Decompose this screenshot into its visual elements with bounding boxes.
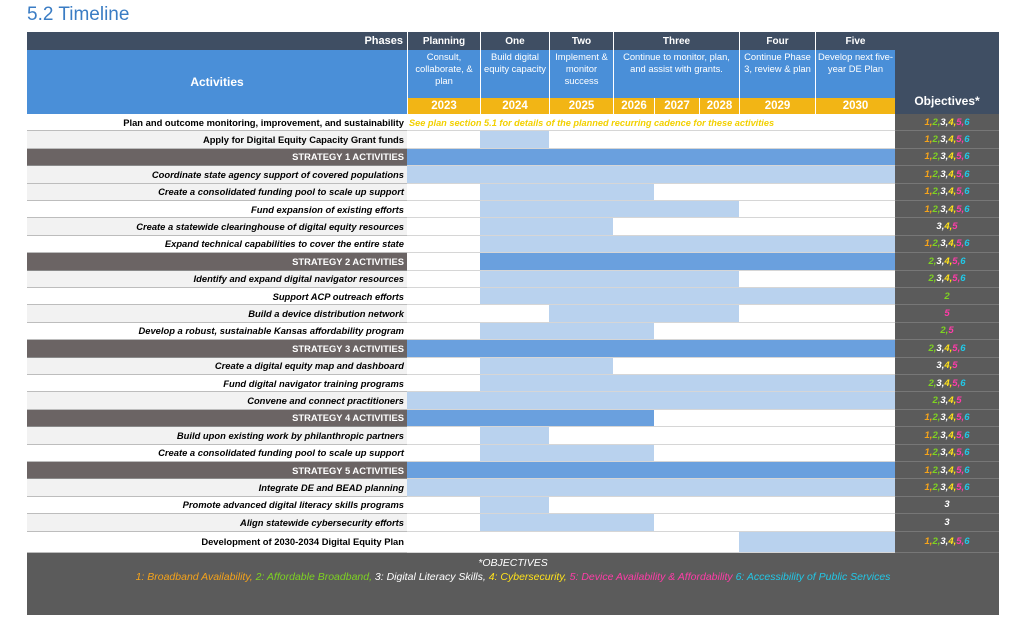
objective-number: 6 <box>960 342 966 354</box>
objective-number: 3, <box>936 273 945 285</box>
objectives-cell <box>895 166 999 183</box>
timeline-bar <box>407 479 895 495</box>
objective-number: 3, <box>936 377 945 389</box>
objective-number: 1, <box>924 168 933 180</box>
objective-number: 2, <box>932 447 941 459</box>
objectives-cell <box>895 358 999 375</box>
objective-number: 5, <box>956 203 965 215</box>
objectives-cell <box>895 445 999 462</box>
year-cell: 2023 <box>407 98 480 114</box>
objective-number: 5, <box>956 447 965 459</box>
objective-number: 2, <box>928 342 937 354</box>
objectives-cell <box>895 392 999 409</box>
objective-number: 4, <box>948 464 957 476</box>
timeline-bar <box>407 149 895 165</box>
objective-number: 2, <box>932 238 941 250</box>
legend-item: 1: Broadband Availability, <box>135 570 256 583</box>
year-cell: 2024 <box>480 98 549 114</box>
timeline-bar <box>407 340 895 356</box>
objective-number: 5, <box>956 464 965 476</box>
objective-number: 1, <box>924 536 933 548</box>
objective-number: 4, <box>944 255 953 267</box>
objective-number: 3, <box>936 221 945 233</box>
phases-header-cell: Phases <box>27 32 407 50</box>
activity-label: Promote advanced digital literacy skills programs <box>27 497 407 514</box>
objective-number: 3, <box>936 360 945 372</box>
legend-item: 4: Cybersecurity, <box>488 570 570 583</box>
activity-label: Create a consolidated funding pool to scale up support <box>27 184 407 201</box>
strategy-heading: STRATEGY 4 ACTIVITIES <box>27 410 407 427</box>
objective-number: 6 <box>964 116 970 128</box>
objective-number: 2, <box>940 325 949 337</box>
objective-number: 4, <box>944 377 953 389</box>
activity-label: Create a consolidated funding pool to scale up support <box>27 445 407 462</box>
timeline-bar <box>480 218 613 234</box>
objectives-cell <box>895 149 999 166</box>
objective-number: 3, <box>940 238 949 250</box>
objective-number: 5, <box>956 151 965 163</box>
objective-number: 6 <box>964 238 970 250</box>
objective-number: 4, <box>944 342 953 354</box>
objective-number: 6 <box>960 377 966 389</box>
objective-number: 5, <box>956 168 965 180</box>
objective-number: 5, <box>956 429 965 441</box>
objective-number: 5, <box>952 342 961 354</box>
objective-number: 3 <box>944 516 950 528</box>
legend-item: 5: Device Availability & Affordability <box>569 570 736 583</box>
objective-number: 1, <box>924 482 933 494</box>
activity-label: Fund expansion of existing efforts <box>27 201 407 218</box>
objective-number: 5, <box>956 536 965 548</box>
objective-number: 6 <box>964 482 970 494</box>
legend-item: 6: Accessibility of Public Services <box>735 570 891 583</box>
objective-number: 5 <box>952 221 958 233</box>
timeline-bar <box>480 514 654 530</box>
activity-label: Build upon existing work by philanthropic partners <box>27 427 407 444</box>
year-cell: 2027 <box>654 98 699 114</box>
timeline-bar <box>549 305 739 321</box>
objectives-cell <box>895 340 999 357</box>
objective-number: 3, <box>940 412 949 424</box>
phase-description: Implement & monitor success <box>549 50 613 98</box>
objective-number: 4, <box>948 429 957 441</box>
objective-number: 4, <box>944 221 953 233</box>
phase-name: Four <box>739 32 815 50</box>
objectives-cell <box>895 479 999 496</box>
timeline-bar <box>480 184 654 200</box>
objective-number: 3, <box>940 536 949 548</box>
objective-number: 3, <box>940 203 949 215</box>
objective-number: 3, <box>940 151 949 163</box>
objective-number: 2, <box>932 134 941 146</box>
objective-number: 4, <box>948 168 957 180</box>
objective-number: 4, <box>948 116 957 128</box>
objective-number: 1, <box>924 464 933 476</box>
timeline-bar <box>739 532 895 552</box>
phase-description: Consult, collaborate, & plan <box>407 50 480 98</box>
objective-number: 1, <box>924 116 933 128</box>
objective-number: 4, <box>948 134 957 146</box>
objective-number: 3, <box>936 342 945 354</box>
objectives-cell <box>895 462 999 479</box>
activity-label: Integrate DE and BEAD planning <box>27 479 407 496</box>
phase-name: Planning <box>407 32 480 50</box>
year-cell: 2028 <box>699 98 739 114</box>
objective-number: 2, <box>928 377 937 389</box>
objective-number: 1, <box>924 412 933 424</box>
objective-number: 6 <box>964 203 970 215</box>
objective-number: 2, <box>932 151 941 163</box>
objective-number: 2, <box>932 464 941 476</box>
objective-number: 4, <box>948 238 957 250</box>
objective-number: 5, <box>956 412 965 424</box>
objectives-cell <box>895 427 999 444</box>
objective-number: 4, <box>948 482 957 494</box>
objective-number: 1, <box>924 134 933 146</box>
objective-number: 4, <box>948 186 957 198</box>
cadence-note: See plan section 5.1 for details of the planned recurring cadence for these activities <box>409 117 775 128</box>
objective-number: 4, <box>948 203 957 215</box>
objective-number: 2, <box>932 168 941 180</box>
activity-label: Convene and connect practitioners <box>27 392 407 409</box>
objective-number: 5, <box>956 116 965 128</box>
phase-name: Three <box>613 32 739 50</box>
strategy-heading: STRATEGY 5 ACTIVITIES <box>27 462 407 479</box>
objectives-cell <box>895 201 999 218</box>
objective-number: 2, <box>932 116 941 128</box>
objective-number: 5 <box>948 325 954 337</box>
objective-number: 2, <box>928 273 937 285</box>
activity-label: Create a statewide clearinghouse of digital equity resources <box>27 218 407 235</box>
objective-number: 4, <box>944 360 953 372</box>
objective-number: 1, <box>924 203 933 215</box>
objective-number: 4, <box>948 395 957 407</box>
objective-number: 6 <box>964 151 970 163</box>
objective-number: 2, <box>932 186 941 198</box>
strategy-heading: STRATEGY 1 ACTIVITIES <box>27 149 407 166</box>
objective-number: 3, <box>940 186 949 198</box>
objective-number: 6 <box>964 186 970 198</box>
objective-number: 5, <box>956 186 965 198</box>
objective-number: 6 <box>964 447 970 459</box>
strategy-heading: STRATEGY 2 ACTIVITIES <box>27 253 407 270</box>
timeline-bar <box>480 288 895 304</box>
objectives-cell <box>895 114 999 131</box>
objective-number: 2, <box>932 429 941 441</box>
objective-number: 3 <box>944 499 950 511</box>
year-cell: 2025 <box>549 98 613 114</box>
objective-number: 6 <box>964 134 970 146</box>
legend-heading: *OBJECTIVES <box>478 556 548 569</box>
objective-number: 5 <box>944 308 950 320</box>
timeline-table <box>27 32 999 615</box>
legend-line <box>27 570 999 584</box>
objectives-cell <box>895 271 999 288</box>
objectives-cell <box>895 236 999 253</box>
objective-number: 6 <box>964 429 970 441</box>
objectives-cell <box>895 131 999 148</box>
objective-number: 1, <box>924 447 933 459</box>
activity-label: Coordinate state agency support of covered populations <box>27 166 407 183</box>
objective-number: 2, <box>928 255 937 267</box>
objectives-cell <box>895 532 999 553</box>
objective-number: 4, <box>948 151 957 163</box>
objective-number: 4, <box>948 412 957 424</box>
strategy-heading: STRATEGY 3 ACTIVITIES <box>27 340 407 357</box>
objective-number: 3, <box>936 255 945 267</box>
activity-label: Expand technical capabilities to cover the entire state <box>27 236 407 253</box>
objective-number: 5, <box>952 377 961 389</box>
year-cell: 2026 <box>613 98 654 114</box>
objectives-cell <box>895 288 999 305</box>
objectives-cell <box>895 253 999 270</box>
timeline-bar <box>480 236 895 252</box>
objectives-cell <box>895 410 999 427</box>
objective-number: 6 <box>964 536 970 548</box>
activity-label: Align statewide cybersecurity efforts <box>27 514 407 531</box>
objective-number: 1, <box>924 186 933 198</box>
objective-number: 5 <box>956 395 962 407</box>
objectives-header: Objectives* <box>895 32 999 114</box>
objectives-cell <box>895 184 999 201</box>
objectives-cell <box>895 323 999 340</box>
objective-number: 1, <box>924 238 933 250</box>
timeline-bar <box>480 271 739 287</box>
activity-label: Apply for Digital Equity Capacity Grant funds <box>27 131 407 148</box>
objective-number: 2 <box>944 290 950 302</box>
timeline-bar <box>480 358 613 374</box>
activity-label: Plan and outcome monitoring, improvement, and sustainability <box>27 114 407 131</box>
timeline-bar <box>480 131 549 147</box>
timeline-bar <box>480 201 739 217</box>
objective-number: 4, <box>944 273 953 285</box>
objectives-legend <box>27 553 999 615</box>
objective-number: 3, <box>940 395 949 407</box>
activity-label: Create a digital equity map and dashboard <box>27 358 407 375</box>
objectives-cell <box>895 497 999 514</box>
objective-number: 6 <box>960 273 966 285</box>
objectives-cell <box>895 218 999 235</box>
activity-label: Develop a robust, sustainable Kansas affordability program <box>27 323 407 340</box>
objective-number: 2, <box>932 536 941 548</box>
activity-label: Identify and expand digital navigator resources <box>27 271 407 288</box>
activity-label: Fund digital navigator training programs <box>27 375 407 392</box>
timeline-bar <box>407 166 895 182</box>
activities-header: Activities <box>27 50 407 114</box>
phase-name: Two <box>549 32 613 50</box>
objective-number: 3, <box>940 447 949 459</box>
phase-description: Develop next five-year DE Plan <box>815 50 895 98</box>
phase-name: Five <box>815 32 895 50</box>
timeline-bar <box>480 253 895 269</box>
objective-number: 3, <box>940 168 949 180</box>
timeline-bar <box>480 427 549 443</box>
timeline-bar <box>480 375 895 391</box>
timeline-bar <box>480 497 549 513</box>
objective-number: 3, <box>940 482 949 494</box>
objective-number: 6 <box>964 412 970 424</box>
activity-label: Development of 2030-2034 Digital Equity Plan <box>27 532 407 553</box>
phase-name: One <box>480 32 549 50</box>
objective-number: 2, <box>932 482 941 494</box>
timeline-bar <box>407 462 895 478</box>
objective-number: 1, <box>924 429 933 441</box>
timeline-bar <box>407 410 654 426</box>
objectives-cell <box>895 375 999 392</box>
objective-number: 6 <box>964 464 970 476</box>
objective-number: 4, <box>948 447 957 459</box>
objectives-cell <box>895 514 999 531</box>
phase-description: Continue Phase 3, review & plan <box>739 50 815 98</box>
objective-number: 1, <box>924 151 933 163</box>
timeline-bar <box>407 392 895 408</box>
legend-item: 3: Digital Literacy Skills, <box>374 570 489 583</box>
objective-number: 2, <box>932 412 941 424</box>
objective-number: 3, <box>940 134 949 146</box>
legend-item: 2: Affordable Broadband, <box>255 570 375 583</box>
objective-number: 4, <box>948 536 957 548</box>
objective-number: 5 <box>952 360 958 372</box>
year-cell: 2030 <box>815 98 895 114</box>
objective-number: 3, <box>940 429 949 441</box>
timeline-bar <box>480 323 654 339</box>
objective-number: 5, <box>956 134 965 146</box>
objective-number: 5, <box>956 482 965 494</box>
timeline-bar <box>480 445 654 461</box>
objectives-cell <box>895 305 999 322</box>
activity-label: Build a device distribution network <box>27 305 407 322</box>
year-cell: 2029 <box>739 98 815 114</box>
activity-label: Support ACP outreach efforts <box>27 288 407 305</box>
objective-number: 6 <box>964 168 970 180</box>
objective-number: 6 <box>960 255 966 267</box>
objective-number: 2, <box>932 203 941 215</box>
phase-description: Build digital equity capacity <box>480 50 549 98</box>
page-title: 5.2 Timeline <box>27 4 130 25</box>
objective-number: 5, <box>956 238 965 250</box>
objective-number: 3, <box>940 116 949 128</box>
objective-number: 2, <box>932 395 941 407</box>
objective-number: 5, <box>952 273 961 285</box>
objective-number: 3, <box>940 464 949 476</box>
objective-number: 5, <box>952 255 961 267</box>
phase-description: Continue to monitor, plan, and assist with grants. <box>613 50 739 98</box>
